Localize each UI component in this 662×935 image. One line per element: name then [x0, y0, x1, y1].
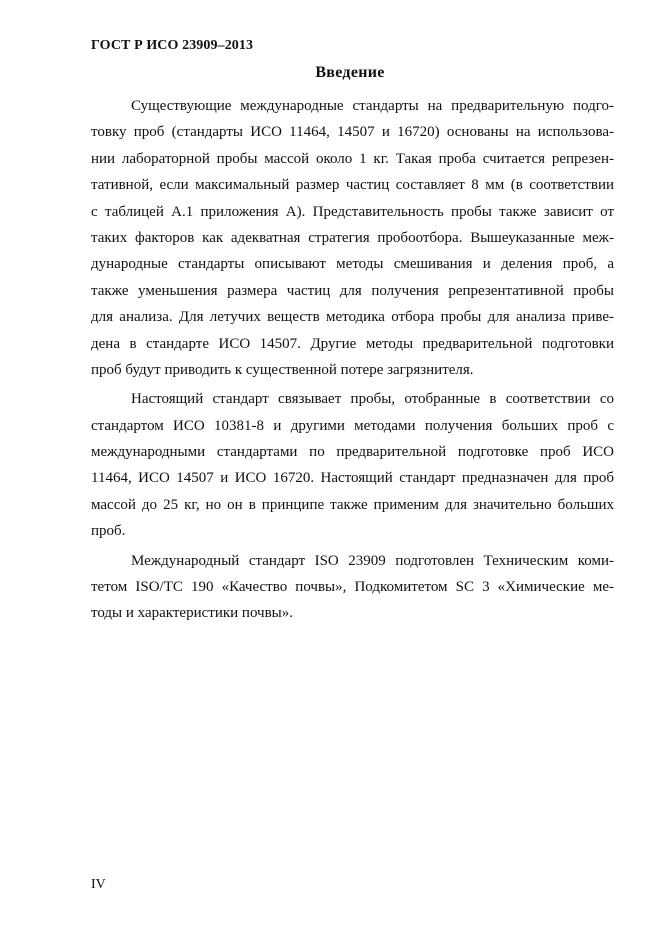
text-line: Существующие международные стандарты на предварительную подго- — [131, 98, 614, 114]
text-line: Настоящий стандарт связывает пробы, отобранные в соответствии со — [131, 391, 614, 408]
document-header: ГОСТ Р ИСО 23909–2013 — [91, 38, 254, 53]
text-line: массой до 25 кг, но он в принципе также применим для значительно больших — [91, 496, 614, 513]
text-line: проб будут приводить к существенной потере загрязнителя. — [91, 361, 474, 378]
body-text — [91, 93, 614, 630]
text-line: с таблицей A.1 приложения А). Представительность пробы также зависит от — [91, 203, 614, 220]
text-line: стандартом ИСО 10381-8 и другими методами получения больших проб с — [91, 417, 614, 434]
text-line: международными стандартами по предварительной подготовке проб ИСО — [91, 444, 614, 461]
paragraph-2 — [91, 386, 614, 544]
text-line: также уменьшения размера частиц для получения репрезентативной пробы — [91, 282, 614, 299]
text-line: тетом ISO/TC 190 «Качество почвы», Подкомитетом SC 3 «Химические ме- — [91, 579, 614, 596]
text-line: тативной, если максимальный размер частиц составляет 8 мм (в соответствии — [91, 177, 614, 194]
text-line: дународные стандарты описывают методы смешивания и деления проб, а — [91, 256, 614, 273]
text-line: 11464, ИСО 14507 и ИСО 16720. Настоящий стандарт предназначен для проб — [91, 470, 614, 487]
text-line: нии лабораторной пробы массой около 1 кг. Такая проба считается репрезен- — [91, 150, 614, 167]
paragraph-1 — [91, 93, 614, 383]
text-line: дена в стандарте ИСО 14507. Другие методы предварительной подготовки — [91, 335, 614, 352]
page-number: IV — [91, 877, 106, 892]
section-title: Введение — [315, 64, 385, 81]
text-line: тоды и характеристики почвы». — [91, 605, 294, 622]
text-line: проб. — [91, 523, 126, 540]
text-line: таких факторов как адекватная стратегия пробоотбора. Вышеуказанные меж- — [91, 229, 614, 246]
text-line: для анализа. Для летучих веществ методика отбора пробы для анализа приве- — [91, 309, 614, 326]
paragraph-3 — [91, 548, 614, 627]
text-line: Международный стандарт ISO 23909 подготовлен Техническим коми- — [131, 552, 614, 569]
text-line: товку проб (стандарты ИСО 11464, 14507 и 16720) основаны на использова- — [91, 124, 614, 141]
